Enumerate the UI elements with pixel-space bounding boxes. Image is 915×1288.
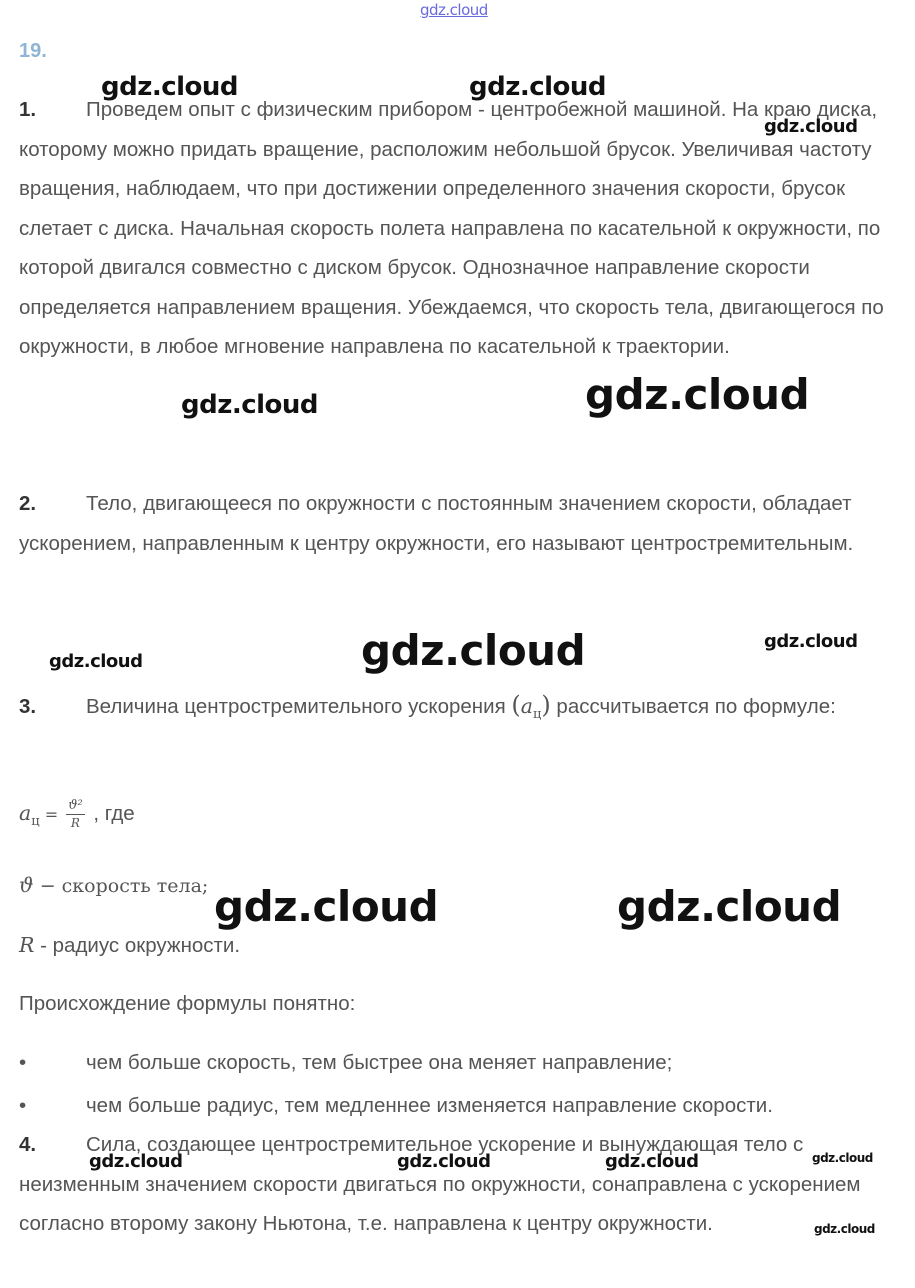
watermark: gdz.cloud	[89, 1151, 183, 1172]
task-number: 19.	[19, 40, 47, 62]
paragraph-4-text: Сила, создающее центростремительное ускорение и вынуждающая тело с неизменным значением скорости двигаться по окружности, сонаправлена с ускорением согласно второму закону Ньютона, т.е. направлена к центру окружности.	[19, 1133, 861, 1235]
radius-symbol: R	[19, 933, 35, 957]
origin-text: Происхождение формулы понятно:	[19, 992, 356, 1015]
bullet-dot: •	[19, 1094, 27, 1117]
paragraph-3-text-after: рассчитывается по формуле:	[550, 695, 836, 718]
watermark-top: gdz.cloud	[420, 1, 488, 19]
formula-denominator: R	[70, 816, 80, 830]
watermark: gdz.cloud	[49, 651, 143, 672]
paragraph-3-number: 3.	[19, 695, 37, 718]
paragraph-2-text: Тело, двигающееся по окружности с постоянным значением скорости, обладает ускорением, направленным к центру окружности, его называют центростремительным.	[19, 492, 854, 555]
watermark: gdz.cloud	[361, 626, 586, 675]
paragraph-3	[19, 686, 909, 735]
bullet-text: чем больше радиус, тем медленнее изменяется направление скорости.	[86, 1094, 773, 1117]
paragraph-3-text: Величина центростремительного ускорения	[86, 695, 512, 718]
accel-symbol-close: )	[541, 691, 551, 719]
watermark: gdz.cloud	[814, 1222, 875, 1236]
definition-radius	[19, 933, 240, 958]
bullet-item	[19, 1094, 773, 1118]
bullet-dot: •	[19, 1051, 27, 1074]
watermark: gdz.cloud	[101, 72, 239, 102]
velocity-text: − скорость тела;	[33, 875, 209, 897]
watermark: gdz.cloud	[605, 1151, 699, 1172]
watermark: gdz.cloud	[812, 1151, 873, 1165]
accel-symbol-sub: ц	[532, 707, 542, 723]
formula-lhs-sub: ц	[31, 814, 40, 830]
paragraph-1-number: 1.	[19, 98, 37, 121]
paragraph-2-number: 2.	[19, 492, 37, 515]
formula-lhs: a	[19, 800, 32, 825]
watermark: gdz.cloud	[585, 370, 810, 419]
formula-numerator: ϑ²	[68, 798, 83, 813]
watermark: gdz.cloud	[397, 1151, 491, 1172]
paragraph-1-text: Проведем опыт с физическим прибором - центробежной машиной. На краю диска, которому можно придать вращение, расположим небольшой брусок. Увеличивая частоту вращения, наблюдаем, что при достижении определенного значения скорости, брусок слетает с диска. Начальная скорость полета направлена по касательной к окружности, по которой двигался совместно с диском брусок. Однозначное направление скорости определяется направлением вращения. Убеждаемся, что скорость тела, двигающегося по окружности, в любое мгновение направлена по касательной к траектории.	[19, 98, 884, 358]
formula	[19, 798, 135, 831]
watermark: gdz.cloud	[469, 72, 607, 102]
accel-symbol: a	[520, 694, 533, 718]
paragraph-4-number: 4.	[19, 1133, 37, 1156]
watermark: gdz.cloud	[181, 390, 319, 420]
watermark: gdz.cloud	[617, 882, 842, 931]
formula-fraction	[66, 798, 85, 831]
radius-text: - радиус окружности.	[34, 934, 241, 957]
definition-velocity	[19, 873, 208, 898]
watermark: gdz.cloud	[214, 882, 439, 931]
watermark: gdz.cloud	[764, 116, 858, 137]
paragraph-2	[19, 484, 909, 563]
bullet-text: чем больше скорость, тем быстрее она меняет направление;	[86, 1051, 673, 1074]
formula-eq: =	[39, 804, 64, 824]
formula-tail: , где	[87, 801, 135, 825]
watermark: gdz.cloud	[764, 631, 858, 652]
velocity-symbol: ϑ	[19, 873, 34, 897]
bullet-item	[19, 1051, 672, 1075]
paragraph-4	[19, 1125, 909, 1244]
accel-symbol-open: (	[511, 691, 521, 719]
